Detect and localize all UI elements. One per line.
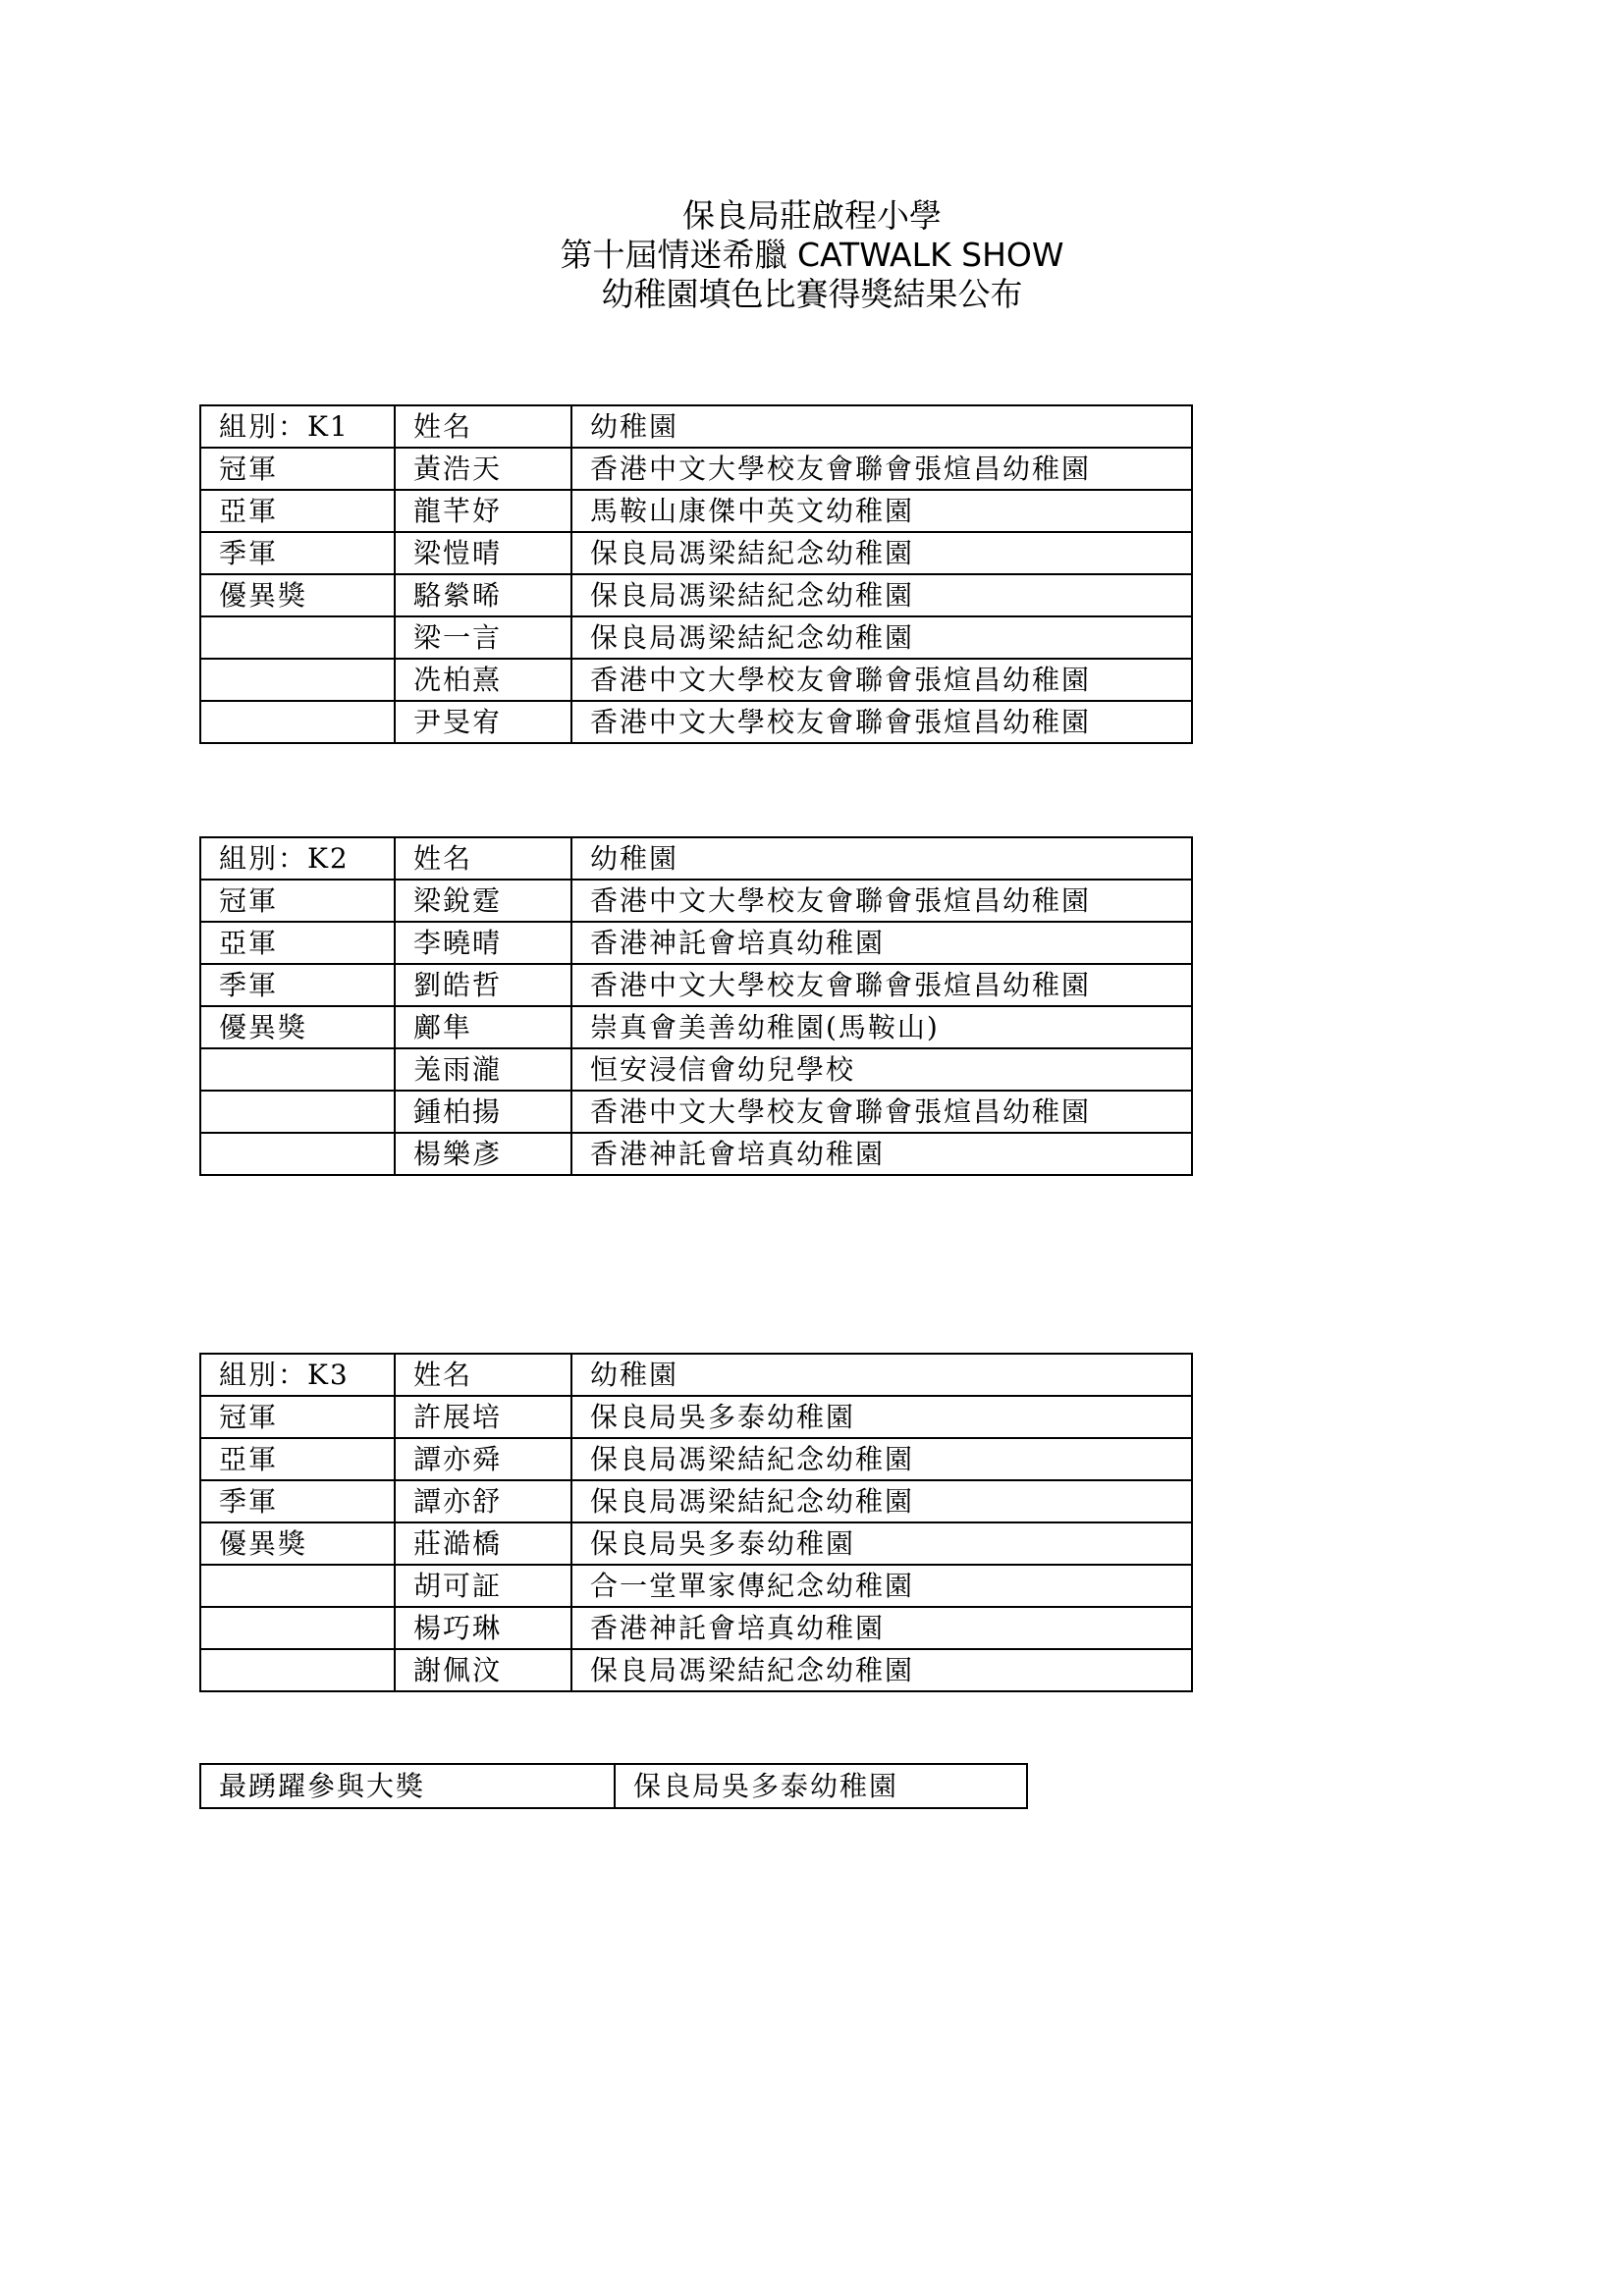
- event-title: 第十屆情迷希臘 CATWALK SHOW: [560, 236, 1064, 274]
- table-row: [200, 532, 1192, 574]
- award-cell: 季軍: [200, 1480, 395, 1522]
- name-cell: 冼柏熹: [395, 659, 571, 701]
- table-row: [200, 1649, 1192, 1691]
- school-cell: 香港中文大學校友會聯會張煊昌幼稚園: [571, 701, 1192, 743]
- school-cell: 香港神託會培真幼稚園: [571, 1133, 1192, 1175]
- school-cell: 保良局馮梁結紀念幼稚園: [571, 1649, 1192, 1691]
- name-cell: 駱縈晞: [395, 574, 571, 616]
- table-row: [200, 922, 1192, 964]
- award-cell: 季軍: [200, 532, 395, 574]
- school-cell: 保良局馮梁結紀念幼稚園: [571, 532, 1192, 574]
- award-cell: [200, 659, 395, 701]
- award-cell: [200, 1133, 395, 1175]
- name-cell: 羗雨瀧: [395, 1048, 571, 1091]
- award-cell: [200, 1091, 395, 1133]
- table-row: [200, 701, 1192, 743]
- competition-subtitle: 幼稚園填色比賽得獎結果公布: [601, 275, 1023, 313]
- school-cell: 香港中文大學校友會聯會張煊昌幼稚園: [571, 448, 1192, 490]
- school-cell: 香港中文大學校友會聯會張煊昌幼稚園: [571, 964, 1192, 1006]
- school-cell: 馬鞍山康傑中英文幼稚園: [571, 490, 1192, 532]
- award-cell: 優異獎: [200, 574, 395, 616]
- name-header: 姓名: [395, 837, 571, 880]
- table-row: [200, 1522, 1192, 1565]
- award-cell: [200, 1048, 395, 1091]
- name-cell: 鍾柏揚: [395, 1091, 571, 1133]
- table-row: [200, 1607, 1192, 1649]
- table-row: [200, 1091, 1192, 1133]
- school-cell: 合一堂單家傳紀念幼稚園: [571, 1565, 1192, 1607]
- award-cell: 冠軍: [200, 1396, 395, 1438]
- table-row: [200, 880, 1192, 922]
- document-header: [0, 196, 1624, 314]
- school-cell: 香港中文大學校友會聯會張煊昌幼稚園: [571, 1091, 1192, 1133]
- group-label: 組別：K3: [200, 1354, 395, 1396]
- school-cell: 香港中文大學校友會聯會張煊昌幼稚園: [571, 880, 1192, 922]
- name-cell: 劉皓哲: [395, 964, 571, 1006]
- school-cell: 香港神託會培真幼稚園: [571, 922, 1192, 964]
- name-cell: 莊澔橋: [395, 1522, 571, 1565]
- award-cell: [200, 701, 395, 743]
- name-cell: 黃浩天: [395, 448, 571, 490]
- table-row: [200, 616, 1192, 659]
- school-cell: 保良局馮梁結紀念幼稚園: [571, 616, 1192, 659]
- special-award-winner: 保良局吳多泰幼稚園: [615, 1764, 1027, 1808]
- award-cell: [200, 1565, 395, 1607]
- table-row: [200, 490, 1192, 532]
- group-label: 組別：K2: [200, 837, 395, 880]
- name-cell: 梁愷晴: [395, 532, 571, 574]
- award-cell: [200, 1649, 395, 1691]
- special-award-table: [199, 1763, 1028, 1809]
- results-table-k1: [199, 404, 1193, 744]
- name-cell: 謝佩汶: [395, 1649, 571, 1691]
- award-cell: 亞軍: [200, 922, 395, 964]
- name-cell: 譚亦舜: [395, 1438, 571, 1480]
- school-cell: 保良局吳多泰幼稚園: [571, 1396, 1192, 1438]
- school-cell: 崇真會美善幼稚園(馬鞍山): [571, 1006, 1192, 1048]
- special-award-label: 最踴躍參與大獎: [200, 1764, 615, 1808]
- award-cell: 優異獎: [200, 1006, 395, 1048]
- name-cell: 龍芊妤: [395, 490, 571, 532]
- award-cell: [200, 1607, 395, 1649]
- table-row: [200, 1438, 1192, 1480]
- school-cell: 香港中文大學校友會聯會張煊昌幼稚園: [571, 659, 1192, 701]
- award-cell: 亞軍: [200, 490, 395, 532]
- school-header: 幼稚園: [571, 1354, 1192, 1396]
- name-cell: 李曉晴: [395, 922, 571, 964]
- name-cell: 鄺隼: [395, 1006, 571, 1048]
- table-row: [200, 1764, 1027, 1808]
- school-name: 保良局莊啟程小學: [682, 196, 942, 235]
- table-row: [200, 1133, 1192, 1175]
- table-header-row: [200, 1354, 1192, 1396]
- award-cell: [200, 616, 395, 659]
- school-header: 幼稚園: [571, 837, 1192, 880]
- school-cell: 恒安浸信會幼兒學校: [571, 1048, 1192, 1091]
- name-cell: 楊樂彥: [395, 1133, 571, 1175]
- name-cell: 楊巧琳: [395, 1607, 571, 1649]
- table-header-row: [200, 405, 1192, 448]
- award-cell: 季軍: [200, 964, 395, 1006]
- name-header: 姓名: [395, 405, 571, 448]
- name-header: 姓名: [395, 1354, 571, 1396]
- table-row: [200, 659, 1192, 701]
- table-header-row: [200, 837, 1192, 880]
- school-cell: 保良局馮梁結紀念幼稚園: [571, 574, 1192, 616]
- award-cell: 冠軍: [200, 880, 395, 922]
- table-row: [200, 574, 1192, 616]
- name-cell: 許展培: [395, 1396, 571, 1438]
- name-cell: 梁一言: [395, 616, 571, 659]
- name-cell: 尹旻宥: [395, 701, 571, 743]
- table-row: [200, 1396, 1192, 1438]
- results-table-k3: [199, 1353, 1193, 1692]
- table-row: [200, 964, 1192, 1006]
- school-cell: 保良局吳多泰幼稚園: [571, 1522, 1192, 1565]
- table-row: [200, 448, 1192, 490]
- award-cell: 優異獎: [200, 1522, 395, 1565]
- name-cell: 胡可証: [395, 1565, 571, 1607]
- table-row: [200, 1006, 1192, 1048]
- award-cell: 亞軍: [200, 1438, 395, 1480]
- table-row: [200, 1480, 1192, 1522]
- table-row: [200, 1048, 1192, 1091]
- award-cell: 冠軍: [200, 448, 395, 490]
- table-row: [200, 1565, 1192, 1607]
- name-cell: 譚亦舒: [395, 1480, 571, 1522]
- school-header: 幼稚園: [571, 405, 1192, 448]
- name-cell: 梁銳霆: [395, 880, 571, 922]
- group-label: 組別：K1: [200, 405, 395, 448]
- school-cell: 香港神託會培真幼稚園: [571, 1607, 1192, 1649]
- school-cell: 保良局馮梁結紀念幼稚園: [571, 1480, 1192, 1522]
- results-table-k2: [199, 836, 1193, 1176]
- school-cell: 保良局馮梁結紀念幼稚園: [571, 1438, 1192, 1480]
